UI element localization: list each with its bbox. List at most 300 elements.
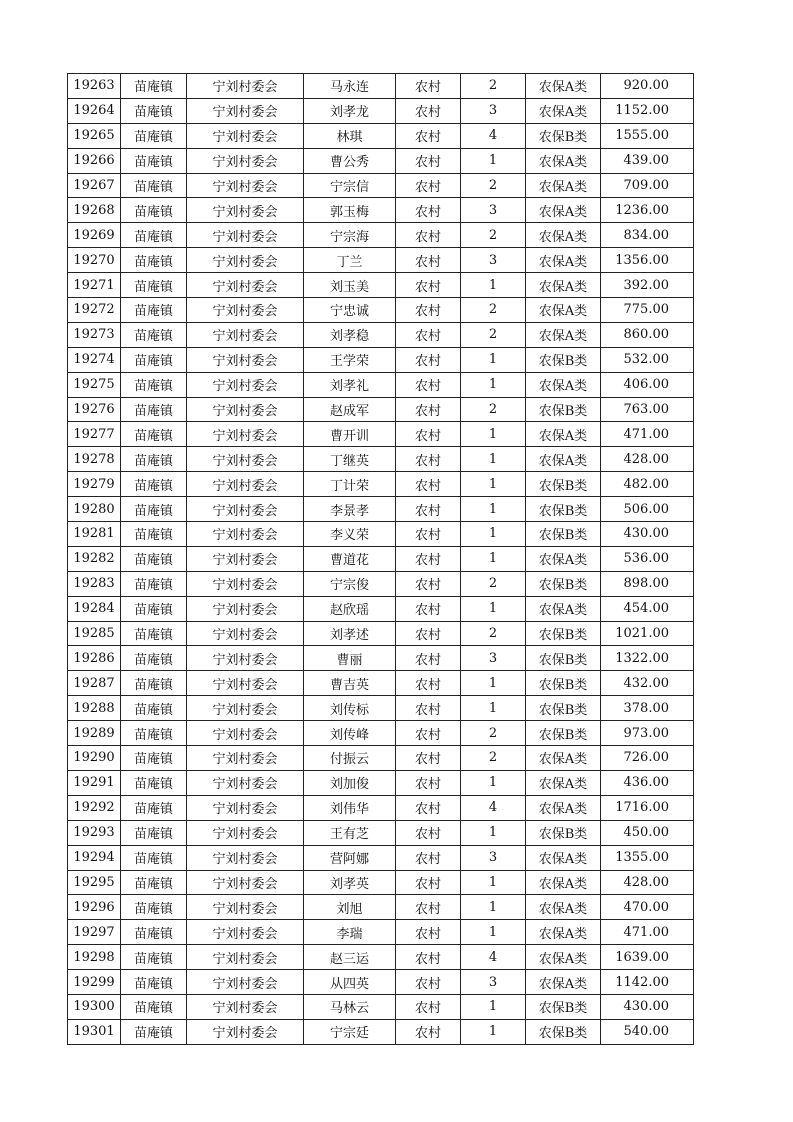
table-row xyxy=(68,994,694,1019)
cell-village: 宁刘村委会 xyxy=(187,945,304,970)
cell-id: 19283 xyxy=(68,571,121,596)
cell-town: 苗庵镇 xyxy=(121,671,187,696)
cell-town: 苗庵镇 xyxy=(121,746,187,771)
cell-town: 苗庵镇 xyxy=(121,173,187,198)
cell-name: 李景孝 xyxy=(304,497,396,522)
cell-id: 19276 xyxy=(68,397,121,422)
cell-village: 宁刘村委会 xyxy=(187,273,304,298)
cell-town: 苗庵镇 xyxy=(121,422,187,447)
table-row xyxy=(68,74,694,99)
cell-town: 苗庵镇 xyxy=(121,820,187,845)
cell-town: 苗庵镇 xyxy=(121,546,187,571)
cell-id: 19272 xyxy=(68,298,121,323)
cell-village: 宁刘村委会 xyxy=(187,820,304,845)
cell-area: 农村 xyxy=(396,322,461,347)
cell-category: 农保A类 xyxy=(526,770,601,795)
cell-id: 19266 xyxy=(68,148,121,173)
cell-count: 3 xyxy=(461,845,526,870)
cell-count: 4 xyxy=(461,795,526,820)
cell-village: 宁刘村委会 xyxy=(187,173,304,198)
cell-area: 农村 xyxy=(396,994,461,1019)
cell-count: 1 xyxy=(461,870,526,895)
cell-amount: 726.00 xyxy=(601,746,694,771)
cell-category: 农保A类 xyxy=(526,98,601,123)
cell-name: 王学荣 xyxy=(304,347,396,372)
cell-count: 1 xyxy=(461,546,526,571)
cell-name: 刘孝英 xyxy=(304,870,396,895)
cell-count: 2 xyxy=(461,621,526,646)
cell-count: 3 xyxy=(461,970,526,995)
cell-area: 农村 xyxy=(396,970,461,995)
cell-area: 农村 xyxy=(396,522,461,547)
cell-town: 苗庵镇 xyxy=(121,1019,187,1044)
cell-town: 苗庵镇 xyxy=(121,198,187,223)
cell-count: 1 xyxy=(461,422,526,447)
table-row xyxy=(68,223,694,248)
cell-village: 宁刘村委会 xyxy=(187,397,304,422)
cell-town: 苗庵镇 xyxy=(121,98,187,123)
cell-town: 苗庵镇 xyxy=(121,223,187,248)
cell-amount: 378.00 xyxy=(601,696,694,721)
cell-amount: 406.00 xyxy=(601,372,694,397)
cell-name: 赵三运 xyxy=(304,945,396,970)
cell-count: 1 xyxy=(461,347,526,372)
table-row xyxy=(68,173,694,198)
cell-amount: 482.00 xyxy=(601,472,694,497)
cell-area: 农村 xyxy=(396,696,461,721)
table-row xyxy=(68,945,694,970)
cell-count: 1 xyxy=(461,920,526,945)
cell-amount: 1152.00 xyxy=(601,98,694,123)
cell-name: 刘旭 xyxy=(304,895,396,920)
cell-town: 苗庵镇 xyxy=(121,895,187,920)
cell-amount: 1555.00 xyxy=(601,123,694,148)
cell-count: 2 xyxy=(461,746,526,771)
cell-amount: 470.00 xyxy=(601,895,694,920)
cell-amount: 920.00 xyxy=(601,74,694,99)
table-row xyxy=(68,422,694,447)
cell-category: 农保A类 xyxy=(526,596,601,621)
cell-village: 宁刘村委会 xyxy=(187,621,304,646)
cell-count: 1 xyxy=(461,671,526,696)
cell-count: 3 xyxy=(461,98,526,123)
cell-area: 农村 xyxy=(396,347,461,372)
cell-id: 19275 xyxy=(68,372,121,397)
cell-category: 农保A类 xyxy=(526,223,601,248)
cell-area: 农村 xyxy=(396,795,461,820)
cell-area: 农村 xyxy=(396,671,461,696)
cell-town: 苗庵镇 xyxy=(121,123,187,148)
cell-town: 苗庵镇 xyxy=(121,795,187,820)
cell-amount: 430.00 xyxy=(601,522,694,547)
cell-village: 宁刘村委会 xyxy=(187,895,304,920)
cell-count: 1 xyxy=(461,1019,526,1044)
cell-amount: 436.00 xyxy=(601,770,694,795)
cell-amount: 834.00 xyxy=(601,223,694,248)
cell-name: 马林云 xyxy=(304,994,396,1019)
cell-name: 郭玉梅 xyxy=(304,198,396,223)
cell-count: 1 xyxy=(461,596,526,621)
cell-town: 苗庵镇 xyxy=(121,596,187,621)
cell-name: 曹吉英 xyxy=(304,671,396,696)
cell-id: 19298 xyxy=(68,945,121,970)
cell-village: 宁刘村委会 xyxy=(187,522,304,547)
cell-count: 1 xyxy=(461,820,526,845)
cell-area: 农村 xyxy=(396,497,461,522)
cell-category: 农保B类 xyxy=(526,571,601,596)
table-row xyxy=(68,845,694,870)
cell-count: 1 xyxy=(461,895,526,920)
cell-category: 农保A类 xyxy=(526,298,601,323)
cell-town: 苗庵镇 xyxy=(121,696,187,721)
cell-amount: 1355.00 xyxy=(601,845,694,870)
cell-id: 19270 xyxy=(68,248,121,273)
cell-village: 宁刘村委会 xyxy=(187,596,304,621)
cell-category: 农保B类 xyxy=(526,646,601,671)
cell-category: 农保B类 xyxy=(526,397,601,422)
cell-category: 农保B类 xyxy=(526,721,601,746)
table-row xyxy=(68,920,694,945)
cell-area: 农村 xyxy=(396,447,461,472)
table-row xyxy=(68,1019,694,1044)
table-row xyxy=(68,746,694,771)
cell-area: 农村 xyxy=(396,273,461,298)
cell-amount: 1236.00 xyxy=(601,198,694,223)
cell-village: 宁刘村委会 xyxy=(187,795,304,820)
cell-name: 林琪 xyxy=(304,123,396,148)
cell-town: 苗庵镇 xyxy=(121,945,187,970)
cell-count: 2 xyxy=(461,74,526,99)
table-row xyxy=(68,322,694,347)
cell-count: 2 xyxy=(461,721,526,746)
table-row xyxy=(68,472,694,497)
cell-count: 1 xyxy=(461,148,526,173)
cell-name: 王有芝 xyxy=(304,820,396,845)
cell-village: 宁刘村委会 xyxy=(187,770,304,795)
cell-id: 19280 xyxy=(68,497,121,522)
cell-id: 19277 xyxy=(68,422,121,447)
cell-category: 农保B类 xyxy=(526,347,601,372)
cell-count: 1 xyxy=(461,696,526,721)
cell-category: 农保A类 xyxy=(526,273,601,298)
cell-category: 农保A类 xyxy=(526,322,601,347)
allowance-table xyxy=(67,73,694,1045)
cell-area: 农村 xyxy=(396,945,461,970)
cell-town: 苗庵镇 xyxy=(121,248,187,273)
cell-category: 农保A类 xyxy=(526,970,601,995)
cell-category: 农保A类 xyxy=(526,746,601,771)
cell-town: 苗庵镇 xyxy=(121,372,187,397)
cell-id: 19265 xyxy=(68,123,121,148)
cell-id: 19301 xyxy=(68,1019,121,1044)
cell-area: 农村 xyxy=(396,621,461,646)
cell-id: 19296 xyxy=(68,895,121,920)
cell-amount: 860.00 xyxy=(601,322,694,347)
cell-category: 农保A类 xyxy=(526,845,601,870)
cell-name: 李瑞 xyxy=(304,920,396,945)
cell-category: 农保A类 xyxy=(526,945,601,970)
cell-amount: 439.00 xyxy=(601,148,694,173)
cell-village: 宁刘村委会 xyxy=(187,422,304,447)
cell-category: 农保A类 xyxy=(526,795,601,820)
cell-area: 农村 xyxy=(396,148,461,173)
cell-name: 宁宗廷 xyxy=(304,1019,396,1044)
cell-area: 农村 xyxy=(396,223,461,248)
cell-amount: 532.00 xyxy=(601,347,694,372)
cell-town: 苗庵镇 xyxy=(121,621,187,646)
cell-town: 苗庵镇 xyxy=(121,920,187,945)
cell-id: 19297 xyxy=(68,920,121,945)
cell-name: 刘传标 xyxy=(304,696,396,721)
cell-area: 农村 xyxy=(396,721,461,746)
cell-category: 农保A类 xyxy=(526,74,601,99)
cell-amount: 432.00 xyxy=(601,671,694,696)
cell-category: 农保A类 xyxy=(526,372,601,397)
cell-area: 农村 xyxy=(396,920,461,945)
cell-category: 农保A类 xyxy=(526,895,601,920)
cell-village: 宁刘村委会 xyxy=(187,198,304,223)
cell-id: 19282 xyxy=(68,546,121,571)
table-row xyxy=(68,721,694,746)
cell-id: 19284 xyxy=(68,596,121,621)
cell-town: 苗庵镇 xyxy=(121,646,187,671)
cell-area: 农村 xyxy=(396,646,461,671)
cell-area: 农村 xyxy=(396,298,461,323)
cell-category: 农保A类 xyxy=(526,148,601,173)
cell-id: 19294 xyxy=(68,845,121,870)
cell-village: 宁刘村委会 xyxy=(187,223,304,248)
cell-name: 刘孝述 xyxy=(304,621,396,646)
cell-name: 宁宗信 xyxy=(304,173,396,198)
cell-count: 1 xyxy=(461,472,526,497)
cell-id: 19288 xyxy=(68,696,121,721)
cell-amount: 454.00 xyxy=(601,596,694,621)
cell-category: 农保A类 xyxy=(526,920,601,945)
cell-area: 农村 xyxy=(396,248,461,273)
cell-id: 19274 xyxy=(68,347,121,372)
cell-category: 农保B类 xyxy=(526,1019,601,1044)
cell-town: 苗庵镇 xyxy=(121,447,187,472)
cell-area: 农村 xyxy=(396,397,461,422)
cell-amount: 471.00 xyxy=(601,920,694,945)
cell-id: 19281 xyxy=(68,522,121,547)
table-row xyxy=(68,970,694,995)
cell-name: 赵成军 xyxy=(304,397,396,422)
cell-name: 曹开训 xyxy=(304,422,396,447)
cell-id: 19264 xyxy=(68,98,121,123)
cell-count: 2 xyxy=(461,223,526,248)
cell-village: 宁刘村委会 xyxy=(187,74,304,99)
cell-town: 苗庵镇 xyxy=(121,845,187,870)
cell-area: 农村 xyxy=(396,123,461,148)
cell-category: 农保B类 xyxy=(526,820,601,845)
cell-area: 农村 xyxy=(396,98,461,123)
cell-village: 宁刘村委会 xyxy=(187,298,304,323)
cell-village: 宁刘村委会 xyxy=(187,248,304,273)
table-row xyxy=(68,372,694,397)
cell-category: 农保B类 xyxy=(526,522,601,547)
cell-village: 宁刘村委会 xyxy=(187,746,304,771)
cell-category: 农保A类 xyxy=(526,198,601,223)
table-row xyxy=(68,696,694,721)
table-row xyxy=(68,546,694,571)
cell-village: 宁刘村委会 xyxy=(187,98,304,123)
cell-count: 2 xyxy=(461,397,526,422)
cell-village: 宁刘村委会 xyxy=(187,646,304,671)
cell-name: 赵欣瑶 xyxy=(304,596,396,621)
cell-town: 苗庵镇 xyxy=(121,397,187,422)
cell-amount: 1322.00 xyxy=(601,646,694,671)
table-row xyxy=(68,795,694,820)
table-row xyxy=(68,397,694,422)
cell-village: 宁刘村委会 xyxy=(187,994,304,1019)
table-row xyxy=(68,596,694,621)
cell-name: 丁继英 xyxy=(304,447,396,472)
cell-village: 宁刘村委会 xyxy=(187,123,304,148)
cell-category: 农保A类 xyxy=(526,248,601,273)
cell-village: 宁刘村委会 xyxy=(187,472,304,497)
cell-amount: 471.00 xyxy=(601,422,694,447)
cell-area: 农村 xyxy=(396,820,461,845)
cell-amount: 1021.00 xyxy=(601,621,694,646)
cell-village: 宁刘村委会 xyxy=(187,347,304,372)
cell-amount: 709.00 xyxy=(601,173,694,198)
cell-amount: 1639.00 xyxy=(601,945,694,970)
table-row xyxy=(68,497,694,522)
cell-name: 曹道花 xyxy=(304,546,396,571)
cell-id: 19279 xyxy=(68,472,121,497)
cell-id: 19268 xyxy=(68,198,121,223)
cell-area: 农村 xyxy=(396,870,461,895)
cell-count: 1 xyxy=(461,770,526,795)
cell-area: 农村 xyxy=(396,845,461,870)
cell-category: 农保A类 xyxy=(526,173,601,198)
cell-amount: 428.00 xyxy=(601,447,694,472)
cell-village: 宁刘村委会 xyxy=(187,870,304,895)
cell-name: 曹丽 xyxy=(304,646,396,671)
cell-amount: 536.00 xyxy=(601,546,694,571)
table-row xyxy=(68,571,694,596)
table-row xyxy=(68,298,694,323)
cell-name: 刘孝龙 xyxy=(304,98,396,123)
table-row xyxy=(68,447,694,472)
cell-id: 19290 xyxy=(68,746,121,771)
cell-town: 苗庵镇 xyxy=(121,74,187,99)
cell-count: 3 xyxy=(461,198,526,223)
cell-town: 苗庵镇 xyxy=(121,770,187,795)
cell-amount: 973.00 xyxy=(601,721,694,746)
cell-town: 苗庵镇 xyxy=(121,148,187,173)
cell-area: 农村 xyxy=(396,372,461,397)
cell-village: 宁刘村委会 xyxy=(187,447,304,472)
cell-name: 丁计荣 xyxy=(304,472,396,497)
cell-area: 农村 xyxy=(396,895,461,920)
cell-count: 3 xyxy=(461,248,526,273)
cell-village: 宁刘村委会 xyxy=(187,721,304,746)
table-row xyxy=(68,148,694,173)
cell-town: 苗庵镇 xyxy=(121,970,187,995)
cell-amount: 430.00 xyxy=(601,994,694,1019)
cell-count: 2 xyxy=(461,173,526,198)
cell-amount: 506.00 xyxy=(601,497,694,522)
cell-name: 丁兰 xyxy=(304,248,396,273)
table-row xyxy=(68,98,694,123)
cell-id: 19286 xyxy=(68,646,121,671)
cell-category: 农保A类 xyxy=(526,447,601,472)
cell-amount: 1716.00 xyxy=(601,795,694,820)
cell-category: 农保A类 xyxy=(526,422,601,447)
cell-amount: 428.00 xyxy=(601,870,694,895)
cell-id: 19273 xyxy=(68,322,121,347)
cell-category: 农保B类 xyxy=(526,696,601,721)
cell-id: 19292 xyxy=(68,795,121,820)
cell-id: 19269 xyxy=(68,223,121,248)
cell-id: 19293 xyxy=(68,820,121,845)
cell-count: 2 xyxy=(461,322,526,347)
cell-id: 19300 xyxy=(68,994,121,1019)
cell-village: 宁刘村委会 xyxy=(187,372,304,397)
cell-amount: 898.00 xyxy=(601,571,694,596)
cell-amount: 392.00 xyxy=(601,273,694,298)
cell-village: 宁刘村委会 xyxy=(187,696,304,721)
table-row xyxy=(68,198,694,223)
table-row xyxy=(68,671,694,696)
cell-amount: 1142.00 xyxy=(601,970,694,995)
cell-name: 刘孝稳 xyxy=(304,322,396,347)
cell-name: 刘玉美 xyxy=(304,273,396,298)
cell-count: 1 xyxy=(461,372,526,397)
cell-id: 19271 xyxy=(68,273,121,298)
cell-area: 农村 xyxy=(396,74,461,99)
cell-amount: 450.00 xyxy=(601,820,694,845)
table-row xyxy=(68,522,694,547)
cell-village: 宁刘村委会 xyxy=(187,571,304,596)
cell-village: 宁刘村委会 xyxy=(187,322,304,347)
cell-count: 1 xyxy=(461,447,526,472)
cell-amount: 1356.00 xyxy=(601,248,694,273)
cell-town: 苗庵镇 xyxy=(121,522,187,547)
cell-count: 2 xyxy=(461,298,526,323)
cell-name: 马永连 xyxy=(304,74,396,99)
cell-id: 19278 xyxy=(68,447,121,472)
cell-area: 农村 xyxy=(396,198,461,223)
cell-area: 农村 xyxy=(396,472,461,497)
cell-name: 李义荣 xyxy=(304,522,396,547)
cell-category: 农保A类 xyxy=(526,870,601,895)
cell-category: 农保B类 xyxy=(526,621,601,646)
cell-count: 2 xyxy=(461,571,526,596)
cell-area: 农村 xyxy=(396,571,461,596)
cell-count: 1 xyxy=(461,497,526,522)
cell-category: 农保B类 xyxy=(526,994,601,1019)
cell-id: 19289 xyxy=(68,721,121,746)
cell-area: 农村 xyxy=(396,1019,461,1044)
cell-name: 营阿娜 xyxy=(304,845,396,870)
cell-name: 宁宗海 xyxy=(304,223,396,248)
cell-name: 曹公秀 xyxy=(304,148,396,173)
cell-town: 苗庵镇 xyxy=(121,721,187,746)
cell-town: 苗庵镇 xyxy=(121,994,187,1019)
table-row xyxy=(68,621,694,646)
cell-name: 宁忠诚 xyxy=(304,298,396,323)
cell-town: 苗庵镇 xyxy=(121,322,187,347)
cell-id: 19263 xyxy=(68,74,121,99)
table-row xyxy=(68,870,694,895)
table-row xyxy=(68,347,694,372)
table-row xyxy=(68,248,694,273)
cell-id: 19299 xyxy=(68,970,121,995)
cell-amount: 763.00 xyxy=(601,397,694,422)
